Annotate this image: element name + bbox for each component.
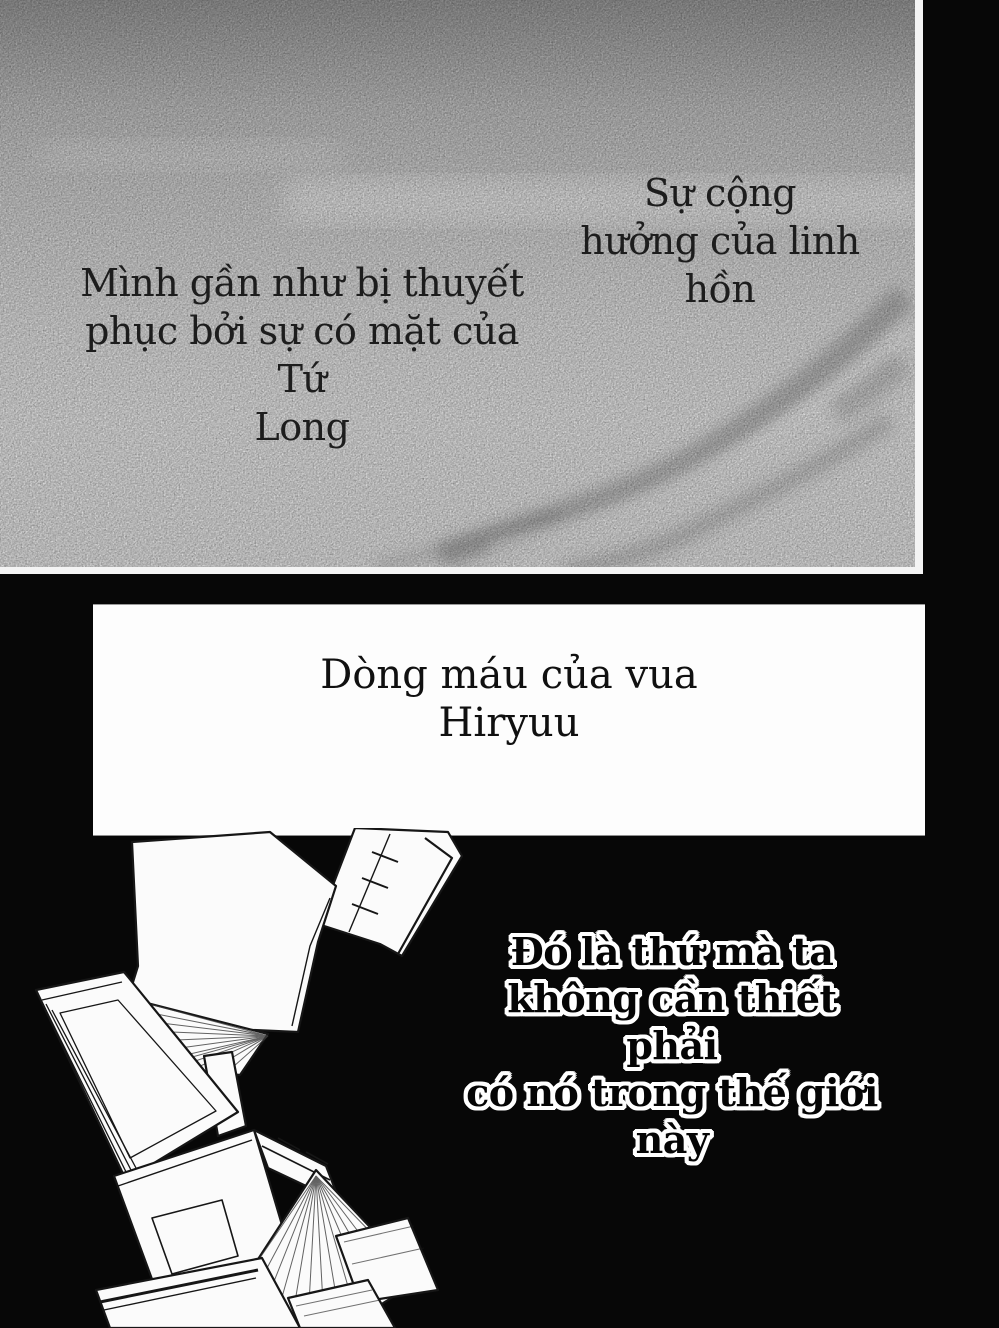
caption-box [93,604,925,836]
speech-line: không cần thiết phải [507,976,837,1069]
speech-line: hồn [684,266,756,311]
speech-line: Sự cộng [643,171,797,215]
speech-line: hưởng của linh [580,218,860,263]
speech-text-almost-convinced [60,260,544,452]
speech-line: này [635,1117,709,1163]
top-panel [0,0,923,574]
caption-line: Dòng máu của vua [320,652,698,698]
speech-text-soul-resonance [552,170,888,314]
speech-line: phục bởi sự có mặt của Tứ [85,308,519,401]
caption-line: Hiryuu [438,700,580,746]
speech-line: Mình gần như bị thuyết [80,261,524,305]
speech-text-not-needed-in-world [466,928,878,1164]
speech-line: Long [254,404,350,449]
falling-books-illustration [0,828,520,1328]
speech-line: có nó trong thế giới [466,1070,878,1116]
speech-line: Đó là thứ mà ta [510,929,834,974]
book-spine-top [318,828,462,956]
